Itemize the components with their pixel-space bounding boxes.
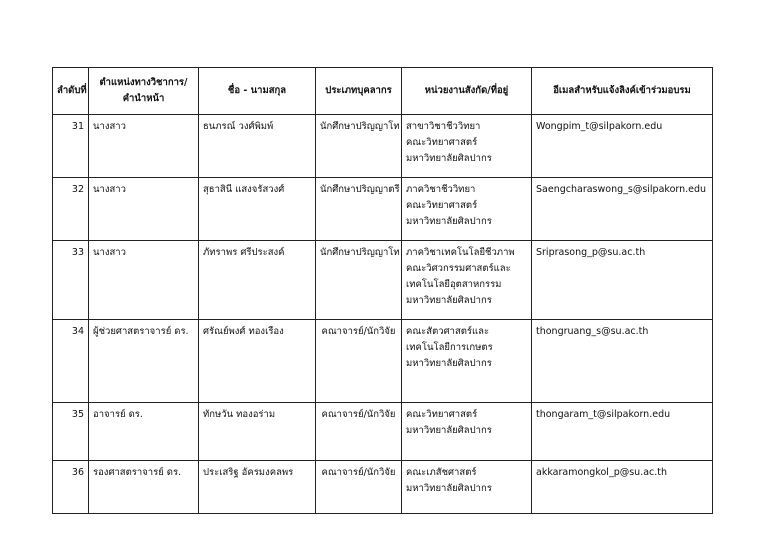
table-row [53,241,713,320]
row-title: รองศาสตราจารย์ ดร. [89,461,199,514]
org-line: คณะวิทยาศาสตร์ [406,409,478,420]
row-organization [402,241,532,320]
table-header-row [53,68,713,115]
row-personnel-type: คณาจารย์/นักวิจัย [316,403,402,461]
row-number: 31 [53,115,89,178]
row-personnel-type: นักศึกษาปริญญาโท [316,115,402,178]
row-number: 33 [53,241,89,320]
header-organization: หน่วยงานสังกัด/ที่อยู่ [402,68,532,115]
row-email: Wongpim_t@silpakorn.edu [532,115,713,178]
table-row [53,115,713,178]
org-line: คณะวิศวกรรมศาสตร์และ [406,263,511,274]
org-line: มหาวิทยาลัยศิลปากร [406,483,492,494]
row-number: 36 [53,461,89,514]
row-personnel-type: คณาจารย์/นักวิจัย [316,320,402,403]
org-line: คณะเภสัชศาสตร์ [406,467,477,478]
header-title-line2: คำนำหน้า [122,93,165,104]
org-line: เทคโนโลยีอุตสาหกรรม [406,279,502,290]
org-line: สาขาวิชาชีววิทยา [406,121,481,132]
org-line: ภาควิชาเทคโนโลยีชีวภาพ [406,247,515,258]
row-organization [402,178,532,241]
row-email: thongaram_t@silpakorn.edu [532,403,713,461]
table-row [53,461,713,514]
row-name: ทักษวัน ทองอร่าม [199,403,316,461]
participant-table [52,67,713,514]
org-line: มหาวิทยาลัยศิลปากร [406,216,492,227]
org-line: เทคโนโลยีการเกษตร [406,342,493,353]
row-organization [402,320,532,403]
row-organization [402,115,532,178]
row-name: ธนภรณ์ วงศ์พิมพ์ [199,115,316,178]
row-title: ผู้ช่วยศาสตราจารย์ ดร. [89,320,199,403]
row-title: อาจารย์ ดร. [89,403,199,461]
org-line: คณะวิทยาศาสตร์ [406,137,478,148]
row-title: นางสาว [89,115,199,178]
row-email: Sriprasong_p@su.ac.th [532,241,713,320]
header-title [89,68,199,115]
org-line: มหาวิทยาลัยศิลปากร [406,295,492,306]
org-line: มหาวิทยาลัยศิลปากร [406,358,492,369]
table-row [53,178,713,241]
row-personnel-type: คณาจารย์/นักวิจัย [316,461,402,514]
table-row [53,403,713,461]
row-email: akkaramongkol_p@su.ac.th [532,461,713,514]
header-title-line1: ตำแหน่งทางวิชาการ/ [99,77,188,88]
row-name: ภัทราพร ศรีประสงค์ [199,241,316,320]
org-line: มหาวิทยาลัยศิลปากร [406,153,492,164]
header-personnel-type: ประเภทบุคลากร [316,68,402,115]
row-title: นางสาว [89,241,199,320]
row-organization [402,461,532,514]
row-personnel-type: นักศึกษาปริญญาโท [316,241,402,320]
org-line: คณะวิทยาศาสตร์ [406,200,478,211]
org-line: คณะสัตวศาสตร์และ [406,326,490,337]
row-personnel-type: นักศึกษาปริญญาตรี [316,178,402,241]
row-number: 32 [53,178,89,241]
row-number: 35 [53,403,89,461]
header-number: ลำดับที่ [53,68,89,115]
org-line: มหาวิทยาลัยศิลปากร [406,425,492,436]
row-name: ประเสริฐ อัครมงคลพร [199,461,316,514]
org-line: ภาควิชาชีววิทยา [406,184,476,195]
header-email: อีเมลสำหรับแจ้งลิงค์เข้าร่วมอบรม [532,68,713,115]
row-email: Saengcharaswong_s@silpakorn.edu [532,178,713,241]
row-organization [402,403,532,461]
row-number: 34 [53,320,89,403]
row-title: นางสาว [89,178,199,241]
row-name: สุธาสินี แสงจรัสวงศ์ [199,178,316,241]
header-name: ชื่อ - นามสกุล [199,68,316,115]
table-row [53,320,713,403]
row-name: ศรัณย์พงศ์ ทองเรือง [199,320,316,403]
row-email: thongruang_s@su.ac.th [532,320,713,403]
